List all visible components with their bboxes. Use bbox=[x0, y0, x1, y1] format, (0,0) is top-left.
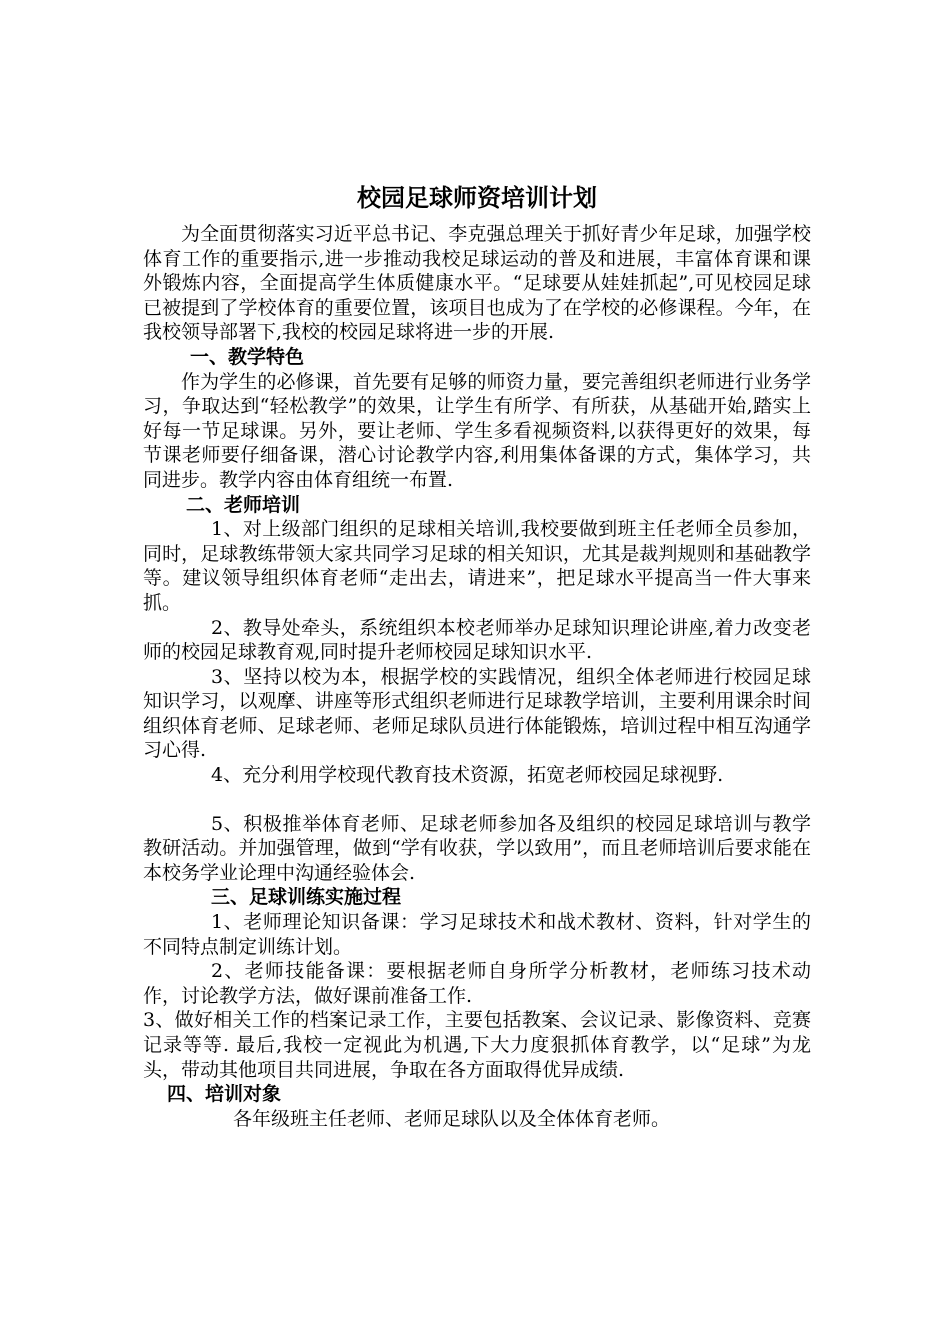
teacher-training-item-4: 4、充分利用学校现代教育技术资源，拓宽老师校园足球视野. bbox=[211, 764, 724, 787]
teacher-training-item-1: 1、对上级部门组织的足球相关培训,我校要做到班主任老师全员参加，同时，足球教练带领大家共同学习足球的相关知识，尤其是裁判规则和基础教学等。建议领导组织体育老师“走出去，请进来”，把足球水平提高当一件大事来抓。 bbox=[143, 518, 811, 614]
training-process-item-1: 1、老师理论知识备课：学习足球技术和战术教材、资料，针对学生的不同特点制定训练计划。 bbox=[143, 911, 811, 958]
blank-line bbox=[143, 788, 811, 812]
document-page bbox=[143, 180, 811, 1131]
training-process-item-3: 3、做好相关工作的档案记录工作，主要包括教案、会议记录、影像资料、竞赛记录等等. 最后,我校一定视此为机遇,下大力度狠抓体育教学，以“足球”为龙头，带动其他项目共同进展，争取在各方面取得优异成绩. bbox=[143, 1009, 811, 1081]
teacher-training-item-3: 3、坚持以校为本，根据学校的实践情况，组织全体老师进行校园足球知识学习，以观摩、讲座等形式组织老师进行足球教学培训，主要利用课余时间组织体育老师、足球老师、老师足球队员进行体能锻炼，培训过程中相互沟通学习心得. bbox=[143, 665, 811, 762]
section-heading-training-process: 三、足球训练实施过程 bbox=[211, 886, 402, 909]
training-process-item-2: 2、老师技能备课：要根据老师自身所学分析教材，老师练习技术动作，讨论教学方法，做好课前准备工作. bbox=[143, 960, 811, 1007]
teacher-training-item-2: 2、教导处牵头，系统组织本校老师举办足球知识理论讲座,着力改变老师的校园足球教育观,同时提升老师校园足球知识水平. bbox=[143, 616, 811, 664]
training-targets-paragraph: 各年级班主任老师、老师足球队以及全体体育老师。 bbox=[233, 1107, 671, 1130]
section-heading-teaching-features: 一、教学特色 bbox=[190, 345, 305, 368]
teaching-features-paragraph: 作为学生的必修课，首先要有足够的师资力量，要完善组织老师进行业务学习，争取达到“轻松教学”的效果，让学生有所学、有所获，从基础开始,踏实上好每一节足球课。另外，要让老师、学生多看视频资料,以获得更好的效果，每节课老师要仔细备课，潜心讨论教学内容,利用集体备课的方式，集体学习，共同进步。教学内容由体育组统一布置. bbox=[143, 370, 811, 491]
teacher-training-item-5: 5、积极推举体育老师、足球老师参加各及组织的校园足球培训与教学教研活动。并加强管理，做到“学有收获，学以致用”，而且老师培训后要求能在本校务学业论理中沟通经验体会. bbox=[143, 812, 811, 884]
document-title: 校园足球师资培训计划 bbox=[357, 184, 597, 212]
intro-paragraph: 为全面贯彻落实习近平总书记、李克强总理关于抓好青少年足球，加强学校体育工作的重要指示,进一步推动我校足球运动的普及和进展，丰富体育课和课外锻炼内容，全面提高学生体质健康水平。“足球要从娃娃抓起”,可见校园足球已被提到了学校体育的重要位置，该项目也成为了在学校的必修课程。今年，在我校领导部署下,我校的校园足球将进一步的开展. bbox=[143, 223, 811, 344]
section-heading-training-targets: 四、培训对象 bbox=[167, 1083, 282, 1106]
section-heading-teacher-training: 二、老师培训 bbox=[186, 493, 301, 516]
